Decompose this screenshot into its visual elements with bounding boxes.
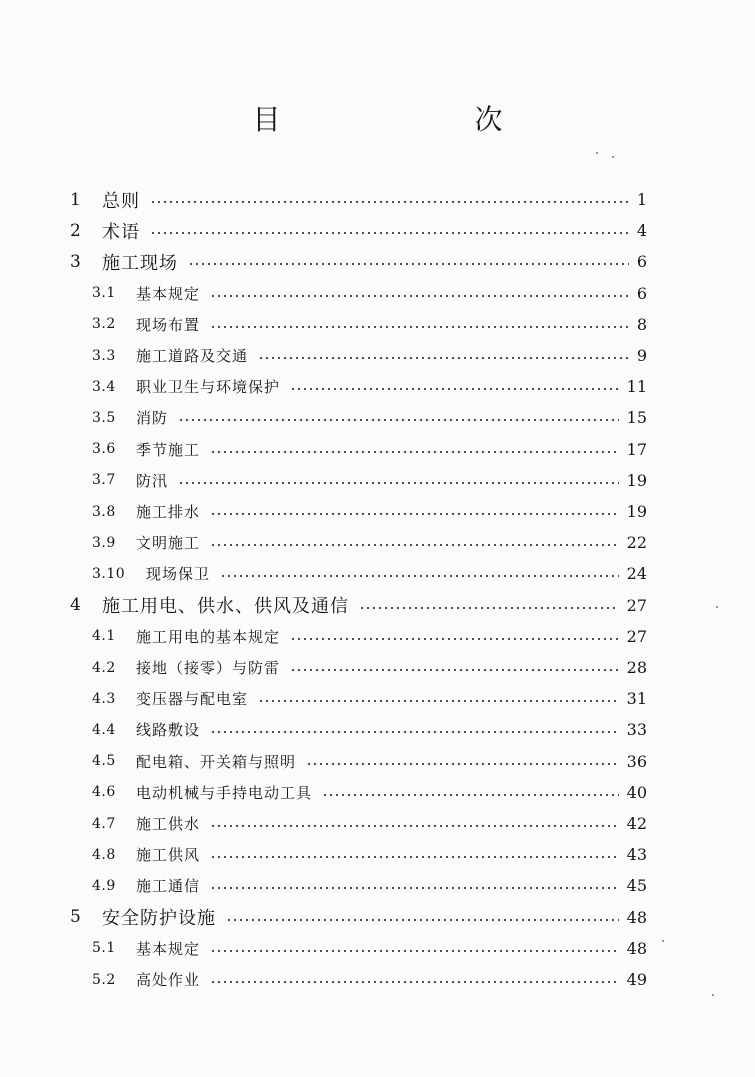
toc-entry-title: 安全防护设施 — [102, 908, 216, 930]
toc-entry-number: 4.9 — [92, 877, 116, 894]
toc-leader-dots — [210, 731, 619, 733]
toc-entry — [0, 683, 755, 714]
toc-leader-dots — [150, 232, 629, 234]
toc-entry-title: 现场布置 — [136, 315, 201, 334]
toc-leader-dots — [210, 887, 619, 889]
toc-entry-title: 基本规定 — [136, 284, 201, 303]
toc-leader-dots — [210, 451, 619, 453]
toc-entry-page: 24 — [626, 564, 647, 584]
toc-entry — [0, 621, 755, 652]
toc-entry — [0, 652, 755, 683]
toc-entry-page: 1 — [636, 190, 647, 209]
scan-speck — [596, 152, 598, 154]
toc-entry — [0, 777, 755, 808]
toc-leader-dots — [210, 326, 629, 328]
toc-entry-number: 4.3 — [92, 690, 116, 707]
toc-leader-dots — [306, 763, 619, 765]
toc-entry — [0, 714, 755, 745]
scan-speck — [662, 940, 664, 942]
toc-entry-number: 3.7 — [92, 472, 116, 489]
scan-speck — [712, 994, 714, 996]
toc-entry-number: 4.8 — [92, 846, 116, 863]
toc-leader-dots — [226, 919, 619, 921]
toc-entry — [0, 746, 755, 777]
toc-leader-dots — [210, 950, 619, 952]
toc-entry-title: 消防 — [136, 409, 169, 428]
toc-entry-page: 6 — [636, 252, 647, 272]
toc-entry-page: 48 — [626, 938, 647, 958]
toc-entry — [0, 215, 755, 246]
toc-entry-number: 5.2 — [92, 971, 116, 988]
toc-entry-page: 17 — [626, 439, 647, 459]
toc-entry-title: 总则 — [102, 190, 140, 212]
toc-entry — [0, 870, 755, 901]
toc-entry-number: 4.7 — [92, 815, 116, 832]
toc-leader-dots — [290, 388, 619, 390]
toc-leader-dots — [210, 825, 619, 827]
toc-entry — [0, 402, 755, 433]
toc-entry — [0, 184, 755, 215]
toc-leader-dots — [220, 575, 619, 577]
toc-entry-title: 施工用电、供水、供风及通信 — [102, 596, 349, 618]
toc-entry — [0, 839, 755, 870]
toc-entry-page: 9 — [636, 346, 647, 365]
toc-entry-page: 11 — [626, 377, 647, 397]
toc-entry-page: 45 — [626, 876, 647, 896]
toc-entry-number: 4.4 — [92, 721, 116, 738]
toc-entry-number: 1 — [70, 189, 81, 210]
toc-entry-page: 8 — [636, 314, 647, 334]
toc-entry-title: 高处作业 — [136, 971, 201, 989]
toc-entry — [0, 434, 755, 465]
toc-leader-dots — [210, 513, 619, 515]
toc-entry-page: 15 — [626, 408, 647, 428]
toc-entry — [0, 246, 755, 277]
toc-entry-title: 线路敷设 — [136, 721, 201, 740]
toc-leader-dots — [210, 981, 619, 983]
toc-entry-title: 电动机械与手持电动工具 — [136, 783, 313, 802]
toc-entry-page: 6 — [636, 283, 647, 303]
toc-entry-number: 3.2 — [92, 316, 116, 333]
toc-entry-page: 19 — [626, 502, 647, 521]
toc-entry-title: 职业卫生与环境保护 — [136, 378, 281, 397]
toc-entry-title: 基本规定 — [136, 939, 201, 958]
toc-entry-page: 4 — [636, 221, 647, 241]
toc-entry — [0, 465, 755, 496]
toc-leader-dots — [178, 419, 619, 421]
toc-entry-number: 3.6 — [92, 441, 116, 458]
toc-entry — [0, 902, 755, 933]
toc-leader-dots — [258, 700, 619, 702]
toc-entry-page: 48 — [626, 907, 647, 927]
toc-entry-title: 接地（接零）与防雷 — [136, 659, 281, 677]
toc-entry-title: 术语 — [102, 221, 140, 243]
toc-entry-page: 27 — [626, 595, 647, 615]
toc-entry-page: 36 — [626, 751, 647, 771]
toc-leader-dots — [210, 856, 619, 858]
toc-entry-page: 27 — [626, 626, 647, 646]
toc-entry-number: 3 — [70, 251, 81, 272]
toc-entry-page: 22 — [626, 533, 647, 553]
toc-entry-number: 3.4 — [92, 378, 116, 395]
toc-entry-number: 5 — [70, 907, 81, 928]
toc-leader-dots — [210, 295, 629, 297]
toc-entry-page: 49 — [626, 970, 647, 989]
toc-leader-dots — [290, 638, 619, 640]
toc-entry — [0, 371, 755, 402]
toc-entry-page: 42 — [626, 814, 647, 833]
toc-entry-page: 28 — [626, 658, 647, 677]
toc-entry-title: 施工用电的基本规定 — [136, 627, 281, 646]
toc-entry-number: 4.2 — [92, 659, 116, 676]
toc-entry-number: 2 — [70, 220, 81, 241]
toc-entry-page: 19 — [626, 470, 647, 490]
toc-entry-title: 施工排水 — [136, 503, 201, 521]
toc-entry-number: 3.3 — [92, 347, 116, 364]
toc-entry — [0, 496, 755, 527]
toc-entry-number: 3.8 — [92, 503, 116, 520]
toc-entry-page: 31 — [626, 689, 647, 709]
toc-entry-title: 季节施工 — [136, 440, 201, 459]
toc-leader-dots — [150, 201, 629, 203]
toc-entry-number: 3.9 — [92, 534, 116, 551]
toc-entry-title: 文明施工 — [136, 534, 201, 553]
toc-entry-number: 4 — [70, 595, 81, 616]
toc-entry-page: 33 — [626, 720, 647, 740]
toc-entry — [0, 964, 755, 995]
toc-entry — [0, 309, 755, 340]
toc-entry — [0, 933, 755, 964]
toc-entry-title: 现场保卫 — [146, 565, 211, 584]
toc-entry-page: 40 — [626, 782, 647, 802]
page-title: 目 次 — [252, 103, 549, 136]
scan-speck — [612, 156, 614, 158]
scan-speck — [716, 606, 718, 608]
toc-entry-number: 5.1 — [92, 940, 116, 957]
toc-leader-dots — [290, 669, 619, 671]
toc-entry — [0, 808, 755, 839]
toc-leader-dots — [258, 357, 629, 359]
toc-entry — [0, 558, 755, 589]
toc-entry-title: 施工供水 — [136, 815, 201, 833]
toc-entry-number: 4.1 — [92, 628, 116, 645]
toc-entry-title: 配电箱、开关箱与照明 — [136, 752, 297, 771]
toc-entry-number: 3.10 — [92, 565, 126, 582]
toc-leader-dots — [210, 544, 619, 546]
toc-leader-dots — [359, 607, 619, 609]
toc-leader-dots — [178, 482, 619, 484]
toc-entry — [0, 340, 755, 371]
toc-entry-title: 变压器与配电室 — [136, 690, 249, 709]
toc-entry-title: 施工现场 — [102, 252, 178, 274]
toc-entry-title: 施工通信 — [136, 877, 201, 896]
toc-entry-title: 防汛 — [136, 471, 169, 490]
toc-leader-dots — [188, 263, 629, 265]
toc-leader-dots — [322, 794, 619, 796]
toc-entry-title: 施工供风 — [136, 846, 201, 865]
toc-entry-number: 3.1 — [92, 285, 116, 302]
toc-entry-page: 43 — [626, 845, 647, 865]
toc-entry — [0, 278, 755, 309]
toc-entry-title: 施工道路及交通 — [136, 347, 249, 365]
toc-entry — [0, 590, 755, 621]
toc-entry-number: 4.6 — [92, 784, 116, 801]
toc-entry-number: 4.5 — [92, 753, 116, 770]
toc-entry — [0, 527, 755, 558]
toc-entry-number: 3.5 — [92, 409, 116, 426]
